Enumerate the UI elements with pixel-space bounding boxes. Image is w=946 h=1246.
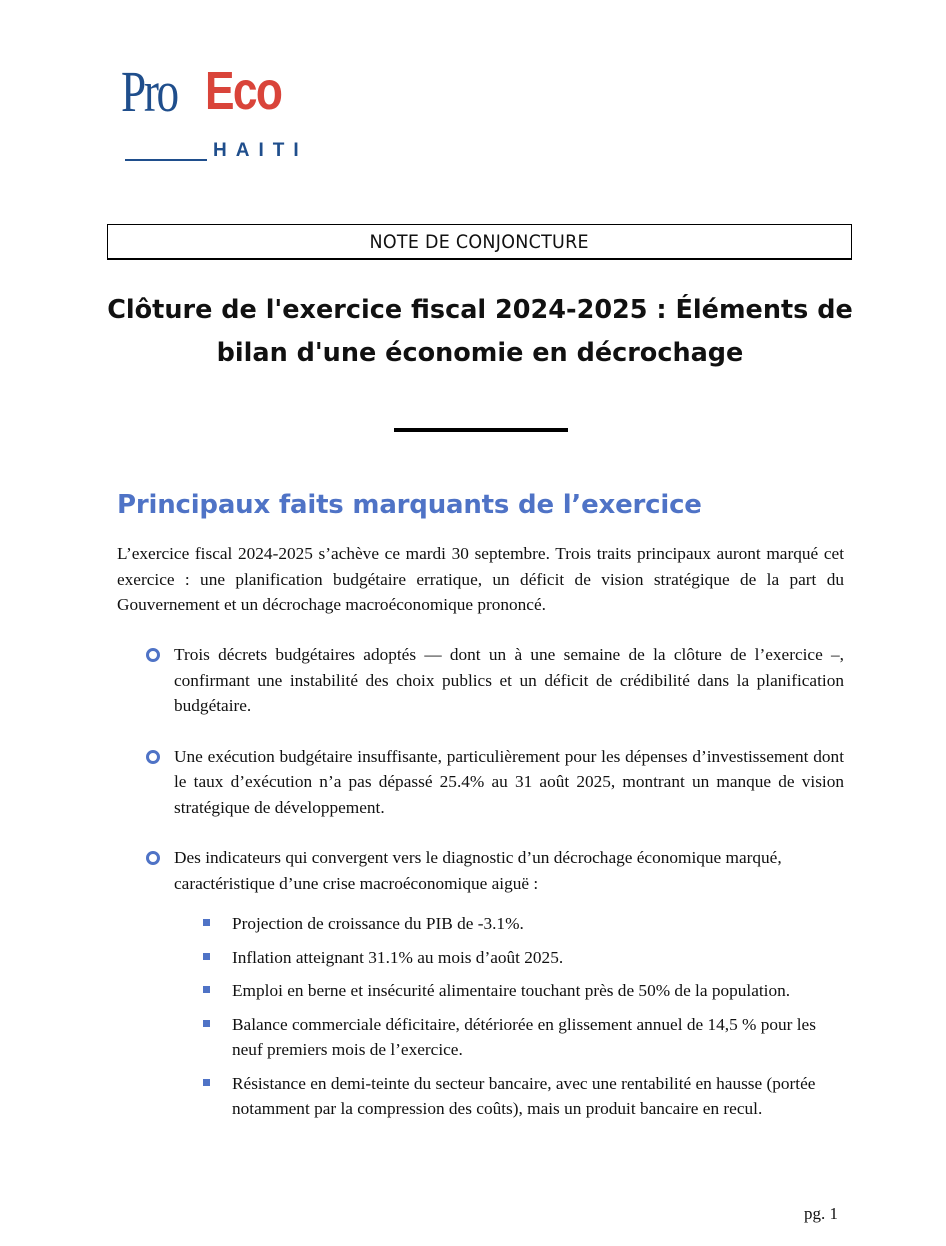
- ring-bullet-icon: [146, 750, 160, 764]
- sub-list-item-text: Projection de croissance du PIB de -3.1%.: [232, 914, 524, 933]
- key-facts-list: [146, 642, 844, 921]
- section-heading: Principaux faits marquants de l’exercice: [117, 490, 702, 520]
- indicators-list: [203, 911, 848, 1130]
- list-item: [146, 744, 844, 821]
- logo-text-pro: Pro: [121, 59, 177, 124]
- square-bullet-icon: [203, 953, 210, 960]
- document-type-box: [107, 224, 852, 260]
- list-item-text: Des indicateurs qui convergent vers le diagnostic d’un décrochage économique marqué, caractéristique d’une crise macroéconomique aiguë :: [174, 848, 782, 893]
- list-item: [146, 642, 844, 719]
- sub-list-item: [203, 945, 848, 971]
- list-item-text: Une exécution budgétaire insuffisante, particulièrement pour les dépenses d’investissement dont le taux d’exécution n’a pas dépassé 25.4% au 31 août 2025, montrant un manque de vision stratégique de développement.: [174, 746, 844, 817]
- list-item-text: Trois décrets budgétaires adoptés — dont un à une semaine de la clôture de l’exercice –, confirmant une instabilité des choix publics et un déficit de crédibilité dans la planification budgétaire.: [174, 645, 844, 715]
- sub-list-item-text: Emploi en berne et insécurité alimentaire touchant près de 50% de la population.: [232, 981, 791, 1000]
- sub-list-item: [203, 1071, 848, 1122]
- sub-list-item-text: Inflation atteignant 31.1% au mois d’août 2025.: [232, 947, 564, 967]
- logo-text-eco: Eco: [205, 61, 282, 121]
- document-type-label: NOTE DE CONJONCTURE: [369, 231, 590, 253]
- intro-paragraph: L’exercice fiscal 2024-2025 s’achève ce mardi 30 septembre. Trois traits principaux auront marqué cet exercice : une planification budgétaire erratique, un déficit de vision stratégique de la part du Gouvernement et un décrochage macroéconomique prononcé.: [117, 544, 844, 614]
- document-title: Clôture de l'exercice fiscal 2024-2025 : Éléments de bilan d'une économie en décrochage: [107, 295, 853, 368]
- square-bullet-icon: [203, 986, 210, 993]
- sub-list-item-text: Résistance en demi-teinte du secteur bancaire, avec une rentabilité en hausse (portée notamment par la compression des coûts), mais un produit bancaire en recul.: [232, 1073, 816, 1118]
- page-number: pg. 1: [804, 1204, 838, 1223]
- sub-list-item-text: Balance commerciale déficitaire, détériorée en glissement annuel de 14,5 % pour les neuf premiers mois de l’exercice.: [232, 1014, 816, 1059]
- logo-text-haiti: HAITI: [213, 140, 308, 161]
- ring-bullet-icon: [146, 851, 160, 865]
- sub-list-item: [203, 911, 848, 937]
- square-bullet-icon: [203, 919, 210, 926]
- sub-list-item: [203, 1012, 848, 1063]
- ring-bullet-icon: [146, 648, 160, 662]
- square-bullet-icon: [203, 1020, 210, 1027]
- square-bullet-icon: [203, 1079, 210, 1086]
- sub-list-item: [203, 978, 848, 1004]
- logo-underline: [125, 159, 207, 161]
- proeco-haiti-logo: [121, 59, 308, 167]
- title-divider: [394, 428, 568, 432]
- list-item: [146, 845, 844, 896]
